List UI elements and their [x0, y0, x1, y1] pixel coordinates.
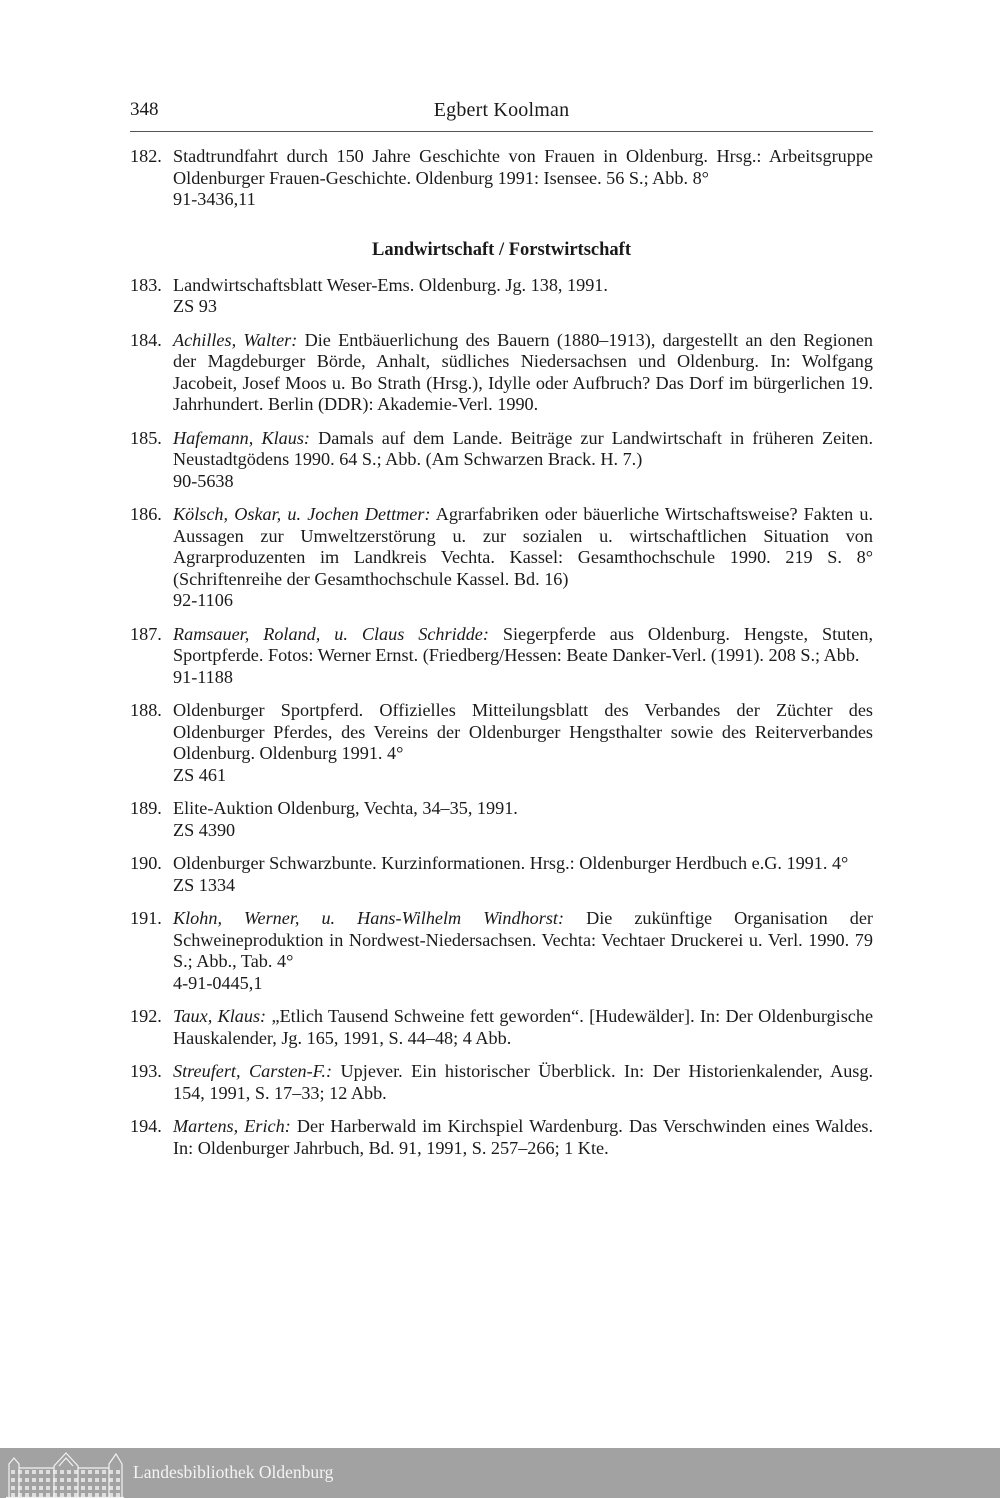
entry-signature: 92-1106 [173, 590, 233, 610]
entry-number: 192. [130, 1006, 162, 1026]
entries-list [130, 275, 873, 1160]
entry-signature: 91-1188 [173, 666, 233, 687]
entry-text [173, 798, 873, 820]
bibliography-entry [130, 1006, 873, 1049]
entry-author: Streufert, Carsten-F.: [173, 1061, 333, 1081]
bibliography-entry [130, 908, 873, 994]
entry-text [173, 1116, 873, 1159]
entry-number: 182. [130, 146, 162, 166]
entry-body: Siegerpferde aus Oldenburg. Hengste, Stuten, Sportpferde. Fotos: Werner Ernst. (Friedberg/Hessen: Beate Danker-Verl. (1991). 208 S.; Abb. [173, 623, 873, 665]
bibliography-entry [130, 146, 873, 211]
entry-signature: ZS 461 [173, 764, 227, 785]
entry-author: Ramsauer, Roland, u. Claus Schridde: [173, 623, 489, 644]
entry-text [173, 853, 873, 875]
entry-number: 191. [130, 908, 162, 928]
entry-body: Upjever. Ein historischer Überblick. In: Der Historienkalender, Ausg. 154, 1991, S. 17–33; 12 Abb. [173, 1061, 874, 1103]
entry-body: Oldenburger Schwarzbunte. Kurzinformationen. Hrsg.: Oldenburger Herdbuch e.G. 1991. 4° [173, 853, 849, 873]
entry-body: Damals auf dem Lande. Beiträge zur Landwirtschaft in früheren Zeiten. Neustadtgödens 1990. 64 S.; Abb. (Am Schwarzen Brack. H. 7.) [173, 427, 874, 469]
entry-signature: 4-91-0445,1 [173, 972, 263, 993]
page-number: 348 [130, 99, 159, 120]
entry-number: 186. [130, 504, 162, 524]
entry-number: 185. [130, 427, 162, 448]
entry-number: 184. [130, 329, 162, 350]
entry-text [173, 504, 873, 590]
entry-signature: 91-3436,11 [173, 189, 256, 209]
entry-text [173, 908, 873, 973]
entry-body: Stadtrundfahrt durch 150 Jahre Geschichte von Frauen in Oldenburg. Hrsg.: Arbeitsgruppe Oldenburger Frauen-Geschichte. Oldenburg 1991: Isensee. 56 S.; Abb. 8° [173, 146, 873, 188]
entry-text [173, 275, 873, 297]
bibliography-entry [130, 853, 873, 896]
entry-author: Achilles, Walter: [173, 329, 298, 350]
running-title: Egbert Koolman [433, 99, 570, 121]
entry-signature: ZS 4390 [173, 819, 236, 840]
entry-author: Klohn, Werner, u. Hans-Wilhelm Windhorst: [173, 908, 565, 928]
entry-body: Landwirtschaftsblatt Weser-Ems. Oldenburg. Jg. 138, 1991. [173, 274, 608, 295]
entry-body: Oldenburger Sportpferd. Offizielles Mitteilungsblatt des Verbandes der Züchter des Oldenburger Pferdes, des Vereins der Oldenburger Hengsthalter sowie des Reiterverbandes Oldenburg. Oldenburg 1991. 4° [173, 700, 873, 763]
bibliography-content [130, 146, 873, 1171]
entry-text [173, 428, 873, 471]
bibliography-entry [130, 330, 873, 416]
bibliography-entry [130, 1116, 873, 1159]
entry-text [173, 1006, 873, 1049]
entry-body: Die zukünftige Organisation der Schweineproduktion in Nordwest-Niedersachsen. Vechta: Vechtaer Druckerei u. Verl. 1990. 79 S.; Abb., Tab. 4° [173, 908, 873, 971]
entry-number: 187. [130, 623, 162, 644]
entry-text [173, 330, 873, 416]
entry-author: Martens, Erich: [173, 1116, 291, 1136]
entry-signature: ZS 1334 [173, 874, 236, 895]
entry-author: Hafemann, Klaus: [173, 427, 310, 448]
entry-number: 194. [130, 1116, 162, 1136]
bibliography-entry [130, 504, 873, 612]
bibliography-entry [130, 1061, 873, 1104]
entry-signature: ZS 93 [173, 296, 217, 316]
entry-text [173, 146, 873, 189]
entry-body: Elite-Auktion Oldenburg, Vechta, 34–35, 1991. [173, 798, 518, 818]
page-header [130, 98, 873, 132]
footer-bar [0, 1448, 1000, 1498]
entry-number: 189. [130, 798, 162, 818]
entry-number: 193. [130, 1061, 162, 1081]
bibliography-entry [130, 428, 873, 493]
entry-author: Taux, Klaus: [173, 1006, 267, 1026]
entry-body: Agrarfabriken oder bäuerliche Wirtschaftsweise? Fakten u. Aussagen zur Umweltzerstörung u. zur sozialen u. wirtschaftlichen Situation von Agrarproduzenten im Landkreis Vechta. Kassel: Gesamthochschule 1990. 219 S. 8° (Schriftenreihe der Gesamthochschule Kassel. Bd. 16) [173, 504, 873, 589]
entry-body: Der Harberwald im Kirchspiel Wardenburg. Das Verschwinden eines Waldes. In: Oldenburger Jahrbuch, Bd. 91, 1991, S. 257–266; 1 Kte. [173, 1116, 873, 1158]
entry-number: 188. [130, 700, 162, 720]
library-building-icon [6, 1450, 124, 1498]
bibliography-entry [130, 624, 873, 689]
bibliography-entry [130, 798, 873, 841]
entry-text [173, 700, 873, 765]
entry-number: 183. [130, 274, 162, 295]
footer-label: Landesbibliothek Oldenburg [133, 1462, 334, 1482]
bibliography-entry [130, 700, 873, 786]
entry-body: „Etlich Tausend Schweine fett geworden“. [Hudewälder]. In: Der Oldenburgische Hauskalender, Jg. 165, 1991, S. 44–48; 4 Abb. [173, 1006, 874, 1048]
header-rule [130, 131, 873, 132]
section-heading: Landwirtschaft / Forstwirtschaft [372, 239, 631, 260]
bibliography-entry [130, 275, 873, 318]
entry-text [173, 624, 873, 667]
entry-author: Kölsch, Oskar, u. Jochen Dettmer: [173, 504, 431, 524]
entry-signature: 90-5638 [173, 470, 234, 491]
entry-number: 190. [130, 853, 162, 873]
entry-body: Die Entbäuerlichung des Bauern (1880–1913), dargestellt an den Regionen der Magdeburger Börde, Anhalt, südliches Niedersachsen und Oldenburg. In: Wolfgang Jacobeit, Josef Moos u. Bo Strath (Hrsg.), Idylle oder Aufbruch? Das Dorf im bürgerlichen 19. Jahrhundert. Berlin (DDR): Akademie-Verl. 1990. [173, 329, 874, 414]
entry-text [173, 1061, 873, 1104]
